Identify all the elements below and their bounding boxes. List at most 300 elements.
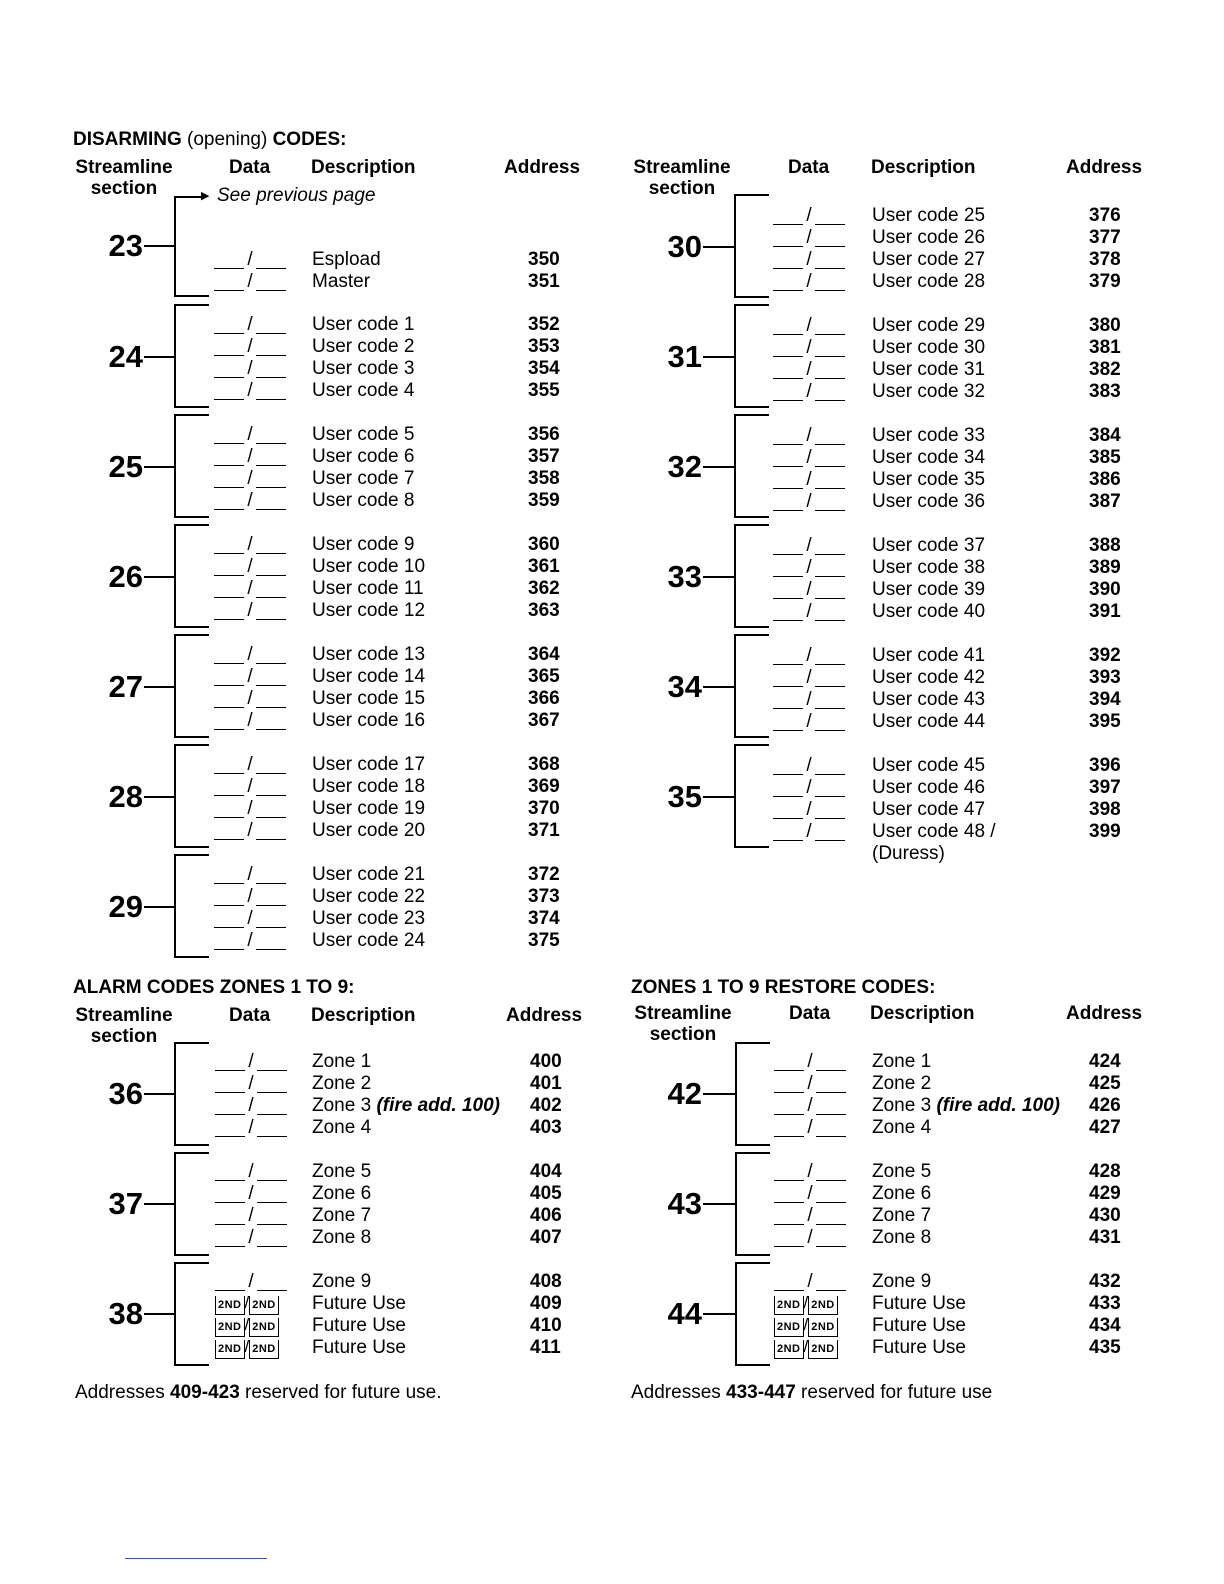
section-connector <box>144 356 174 358</box>
section-bracket-top <box>734 744 769 746</box>
data-entry-field[interactable] <box>215 1073 287 1095</box>
data-blank-right <box>256 707 286 708</box>
code-description <box>312 1073 371 1095</box>
section-connector <box>144 245 174 247</box>
code-description <box>872 1073 931 1095</box>
data-entry-field[interactable] <box>215 1183 287 1205</box>
restore-footer: Addresses 433-447 reserved for future use <box>631 1382 993 1403</box>
data-entry-field[interactable] <box>773 381 845 403</box>
data-entry-field[interactable] <box>773 447 845 469</box>
code-address: 409 <box>530 1293 562 1314</box>
code-address: 404 <box>530 1161 562 1182</box>
code-row <box>214 886 568 908</box>
data-entry-field[interactable] <box>774 1117 846 1139</box>
data-blank-right <box>256 949 286 950</box>
code-row <box>214 930 568 952</box>
data-entry-field[interactable] <box>774 1095 846 1117</box>
section-bracket <box>734 634 736 738</box>
data-blank-right <box>256 553 286 554</box>
slash-text: / <box>803 1293 809 1312</box>
second-key-icon: 2ND <box>215 1340 245 1359</box>
slash-text: / <box>247 446 253 467</box>
data-entry-field[interactable] <box>214 534 286 556</box>
section-number: 30 <box>667 229 702 264</box>
data-entry-field[interactable] <box>773 821 845 843</box>
code-address: 385 <box>1089 447 1121 468</box>
slash-text: / <box>807 1161 813 1182</box>
slash-text: / <box>248 1183 254 1204</box>
data-blank-left <box>774 1202 804 1203</box>
data-blank-left <box>214 377 244 378</box>
code-description <box>872 1183 931 1205</box>
code-row <box>774 1293 1129 1315</box>
data-blank-right <box>815 224 845 225</box>
data-blank-right <box>256 399 286 400</box>
data-entry-field[interactable] <box>773 249 845 271</box>
section-bracket <box>174 1042 176 1146</box>
code-row <box>215 1161 570 1183</box>
code-description-text: User code 16 <box>312 710 426 731</box>
section-connector <box>703 356 734 358</box>
data-blank-right <box>256 883 286 884</box>
code-row <box>774 1271 1129 1293</box>
code-description <box>312 1271 371 1293</box>
section-connector <box>144 906 174 908</box>
code-description <box>312 688 425 710</box>
data-entry-field[interactable] <box>774 1051 846 1073</box>
data-entry-field[interactable] <box>773 579 845 601</box>
data-entry-field[interactable] <box>773 359 845 381</box>
data-blank-right <box>815 554 845 555</box>
data-blank-right <box>815 840 845 841</box>
restore-col-data: Data <box>789 1003 831 1024</box>
data-field-keys[interactable] <box>774 1294 838 1315</box>
code-description <box>872 755 985 777</box>
data-entry-field[interactable] <box>773 645 845 667</box>
section-connector <box>703 796 734 798</box>
code-description-text: User code 32 <box>872 381 986 402</box>
code-description-text: User code 38 <box>872 557 986 578</box>
code-address: 362 <box>528 578 560 599</box>
section-bracket-bottom <box>174 956 209 958</box>
code-address: 388 <box>1089 535 1121 556</box>
data-entry-field[interactable] <box>214 490 286 512</box>
code-address: 405 <box>530 1183 562 1204</box>
section-bracket <box>174 304 176 408</box>
data-entry-field[interactable] <box>773 491 845 513</box>
data-blank-right <box>816 1202 846 1203</box>
data-entry-field[interactable] <box>214 908 286 930</box>
data-blank-left <box>214 487 244 488</box>
disarm-left-col-address: Address <box>504 157 581 178</box>
data-blank-right <box>257 1092 287 1093</box>
code-description-text: Zone 4 <box>312 1117 372 1138</box>
section-bracket-bottom <box>735 1254 770 1256</box>
data-blank-right <box>256 509 286 510</box>
restore-col-address: Address <box>1066 1003 1143 1024</box>
code-description-text: User code 46 <box>872 777 986 798</box>
code-row <box>773 711 1129 733</box>
code-description <box>312 424 414 446</box>
data-entry-field[interactable] <box>214 886 286 908</box>
section-bracket-top <box>734 634 769 636</box>
code-row <box>773 447 1129 469</box>
data-blank-left <box>773 774 803 775</box>
code-description <box>312 336 414 358</box>
code-description-text: Zone 4 <box>872 1117 932 1138</box>
slash-text: / <box>247 600 253 621</box>
data-blank-right <box>256 729 286 730</box>
data-entry-field[interactable] <box>774 1073 846 1095</box>
code-description <box>312 798 425 820</box>
code-address: 391 <box>1089 601 1121 622</box>
second-key-icon: 2ND <box>215 1296 245 1315</box>
second-key-icon: 2ND <box>774 1296 804 1315</box>
section-bracket <box>735 1042 737 1146</box>
slash-text: / <box>806 711 812 732</box>
code-row <box>774 1051 1129 1073</box>
data-entry-field[interactable] <box>773 271 845 293</box>
data-blank-left <box>774 1092 804 1093</box>
slash-text: / <box>806 227 812 248</box>
data-blank-left <box>774 1290 804 1291</box>
section-bracket <box>734 744 736 848</box>
code-description <box>872 689 985 711</box>
code-address: 400 <box>530 1051 562 1072</box>
data-blank-left <box>773 268 803 269</box>
data-entry-field[interactable] <box>214 249 286 271</box>
data-entry-field[interactable] <box>774 1183 846 1205</box>
data-entry-field[interactable] <box>214 271 286 293</box>
section-bracket-top <box>174 744 209 746</box>
section-bracket-bottom <box>174 516 209 518</box>
data-entry-field[interactable] <box>773 227 845 249</box>
slash-text: / <box>247 271 253 292</box>
slash-text: / <box>247 754 253 775</box>
slash-text: / <box>247 776 253 797</box>
slash-text: / <box>806 491 812 512</box>
code-description-text: Zone 9 <box>312 1271 372 1292</box>
section-bracket-bottom <box>174 406 209 408</box>
data-entry-field[interactable] <box>773 755 845 777</box>
data-blank-left <box>774 1224 804 1225</box>
code-row <box>774 1117 1129 1139</box>
data-entry-field[interactable] <box>214 930 286 952</box>
code-row <box>773 425 1129 447</box>
data-blank-right <box>256 377 286 378</box>
section-bracket-top <box>734 414 769 416</box>
data-entry-field[interactable] <box>215 1095 287 1117</box>
code-address: 435 <box>1089 1337 1121 1358</box>
code-row <box>773 667 1129 689</box>
data-entry-field[interactable] <box>773 535 845 557</box>
data-entry-field[interactable] <box>214 468 286 490</box>
code-row <box>773 271 1129 293</box>
section-number: 26 <box>108 559 143 594</box>
data-blank-left <box>214 333 244 334</box>
code-row <box>215 1051 570 1073</box>
code-description-text: Future Use <box>872 1315 966 1336</box>
data-entry-field[interactable] <box>215 1205 287 1227</box>
data-blank-left <box>773 576 803 577</box>
code-description <box>872 711 985 733</box>
code-description <box>312 644 425 666</box>
code-address: 428 <box>1089 1161 1121 1182</box>
code-description-text: Future Use <box>872 1293 966 1314</box>
data-blank-left <box>773 224 803 225</box>
second-key-icon: 2ND <box>249 1340 279 1359</box>
section-bracket-top <box>174 524 209 526</box>
code-row <box>214 358 568 380</box>
data-entry-field[interactable] <box>215 1051 287 1073</box>
data-entry-field[interactable] <box>773 425 845 447</box>
data-entry-field[interactable] <box>214 776 286 798</box>
code-description <box>312 380 414 402</box>
section-connector <box>703 1203 735 1205</box>
section-number: 38 <box>108 1296 143 1331</box>
slash-text: / <box>807 1227 813 1248</box>
data-entry-field[interactable] <box>215 1227 287 1249</box>
section-number: 24 <box>108 339 143 374</box>
slash-text: / <box>244 1337 250 1356</box>
data-entry-field[interactable] <box>214 446 286 468</box>
data-blank-left <box>214 290 244 291</box>
data-blank-left <box>214 663 244 664</box>
code-description-text: User code 30 <box>872 337 986 358</box>
data-entry-field[interactable] <box>215 1271 287 1293</box>
code-row <box>215 1117 570 1139</box>
data-entry-field[interactable] <box>774 1161 846 1183</box>
data-entry-field[interactable] <box>214 600 286 622</box>
code-row <box>773 645 1129 667</box>
data-blank-left <box>773 686 803 687</box>
code-address: 382 <box>1089 359 1121 380</box>
section-bracket-bottom <box>174 295 209 297</box>
code-description-text: Future Use <box>312 1337 406 1358</box>
code-description-text: User code 37 <box>872 535 986 556</box>
code-address: 425 <box>1089 1073 1121 1094</box>
code-row <box>773 227 1129 249</box>
disarm-left-col-data: Data <box>229 157 271 178</box>
code-description <box>872 337 985 359</box>
data-entry-field[interactable] <box>214 688 286 710</box>
code-address: 358 <box>528 468 560 489</box>
code-description-text: User code 39 <box>872 579 986 600</box>
section-connector <box>703 1313 735 1315</box>
code-description <box>872 557 985 579</box>
data-entry-field[interactable] <box>214 710 286 732</box>
data-field-keys[interactable] <box>774 1338 838 1359</box>
code-description-text: User code 7 <box>312 468 415 489</box>
code-description-text: User code 22 <box>312 886 426 907</box>
alarm-footer: Addresses 409-423 reserved for future use. <box>75 1382 442 1403</box>
code-address: 372 <box>528 864 560 885</box>
data-entry-field[interactable] <box>214 798 286 820</box>
data-blank-right <box>256 333 286 334</box>
code-row <box>214 908 568 930</box>
data-blank-right <box>815 290 845 291</box>
data-entry-field[interactable] <box>773 469 845 491</box>
code-description-text: Zone 6 <box>872 1183 932 1204</box>
data-field-keys[interactable] <box>215 1316 279 1337</box>
code-description <box>872 1315 966 1337</box>
data-entry-field[interactable] <box>214 556 286 578</box>
second-key-icon: 2ND <box>774 1318 804 1337</box>
code-address: 429 <box>1089 1183 1121 1204</box>
data-entry-field[interactable] <box>773 667 845 689</box>
code-description-text: Zone 5 <box>312 1161 372 1182</box>
data-entry-field[interactable] <box>214 754 286 776</box>
slash-text: / <box>247 886 253 907</box>
code-address: 361 <box>528 556 560 577</box>
disarm-right-col-data: Data <box>788 157 830 178</box>
data-entry-field[interactable] <box>214 314 286 336</box>
data-blank-left <box>214 927 244 928</box>
data-entry-field[interactable] <box>773 711 845 733</box>
code-address: 357 <box>528 446 560 467</box>
data-entry-field[interactable] <box>214 666 286 688</box>
data-blank-right <box>256 487 286 488</box>
code-description <box>872 205 985 227</box>
code-address: 360 <box>528 534 560 555</box>
data-blank-left <box>773 510 803 511</box>
data-entry-field[interactable] <box>214 336 286 358</box>
disarm-left-col-description: Description <box>311 157 416 178</box>
code-row <box>214 798 568 820</box>
section-bracket-bottom <box>734 736 769 738</box>
code-description-text: User code 42 <box>872 667 986 688</box>
data-entry-field[interactable] <box>774 1205 846 1227</box>
data-entry-field[interactable] <box>214 644 286 666</box>
code-description-text: Zone 6 <box>312 1183 372 1204</box>
code-row <box>773 337 1129 359</box>
data-entry-field[interactable] <box>773 557 845 579</box>
section-bracket-bottom <box>734 516 769 518</box>
data-entry-field[interactable] <box>215 1161 287 1183</box>
code-description-text: Zone 8 <box>872 1227 932 1248</box>
code-row <box>215 1337 570 1359</box>
code-description <box>872 381 985 403</box>
data-entry-field[interactable] <box>215 1117 287 1139</box>
code-description-text: User code 26 <box>872 227 986 248</box>
section-bracket-bottom <box>174 626 209 628</box>
data-field-keys[interactable] <box>774 1316 838 1337</box>
code-address: 396 <box>1089 755 1121 776</box>
data-field-keys[interactable] <box>215 1338 279 1359</box>
code-address: 397 <box>1089 777 1121 798</box>
see-previous-page: See previous page <box>217 185 376 206</box>
code-row <box>774 1337 1129 1359</box>
code-row <box>774 1095 1129 1117</box>
code-address: 411 <box>530 1337 561 1358</box>
data-entry-field[interactable] <box>773 205 845 227</box>
data-blank-right <box>816 1070 846 1071</box>
data-entry-field[interactable] <box>773 689 845 711</box>
data-entry-field[interactable] <box>214 358 286 380</box>
data-entry-field[interactable] <box>214 380 286 402</box>
restore-col-streamline: Streamline section <box>634 1003 732 1045</box>
slash-text: / <box>247 644 253 665</box>
section-connector <box>144 1093 174 1095</box>
code-row <box>773 755 1129 777</box>
data-blank-right <box>257 1224 287 1225</box>
data-entry-field[interactable] <box>773 315 845 337</box>
data-blank-right <box>256 839 286 840</box>
slash-text: / <box>806 557 812 578</box>
data-blank-right <box>815 510 845 511</box>
code-description-text: User code 3 <box>312 358 415 379</box>
code-row <box>215 1073 570 1095</box>
section-number: 44 <box>667 1296 702 1331</box>
data-blank-left <box>215 1180 245 1181</box>
slash-text: / <box>248 1117 254 1138</box>
code-address: 381 <box>1089 337 1121 358</box>
code-description <box>312 886 425 908</box>
data-entry-field[interactable] <box>773 601 845 623</box>
data-field-keys[interactable] <box>215 1294 279 1315</box>
data-entry-field[interactable] <box>774 1271 846 1293</box>
section-bracket <box>734 414 736 518</box>
code-address: 373 <box>528 886 560 907</box>
data-blank-right <box>257 1246 287 1247</box>
code-description-text: User code 47 <box>872 799 986 820</box>
slash-text: / <box>244 1315 250 1334</box>
data-blank-right <box>815 488 845 489</box>
code-description <box>872 821 996 843</box>
code-row <box>774 1227 1129 1249</box>
code-description <box>312 578 424 600</box>
data-blank-left <box>774 1070 804 1071</box>
code-description <box>872 1051 931 1073</box>
code-description <box>872 271 985 293</box>
disarm-left-col-streamline: Streamline section <box>75 157 173 199</box>
data-entry-field[interactable] <box>773 337 845 359</box>
section-bracket <box>734 524 736 628</box>
data-blank-right <box>256 817 286 818</box>
data-blank-left <box>214 817 244 818</box>
data-entry-field[interactable] <box>214 578 286 600</box>
section-number: 25 <box>108 449 143 484</box>
code-row <box>215 1271 570 1293</box>
data-entry-field[interactable] <box>774 1227 846 1249</box>
data-entry-field[interactable] <box>773 799 845 821</box>
data-entry-field[interactable] <box>214 864 286 886</box>
slash-text: / <box>806 579 812 600</box>
slash-text: / <box>806 667 812 688</box>
code-address: 378 <box>1089 249 1121 270</box>
code-row <box>215 1205 570 1227</box>
second-key-icon: 2ND <box>249 1296 279 1315</box>
code-address: 427 <box>1089 1117 1121 1138</box>
data-entry-field[interactable] <box>214 424 286 446</box>
code-row <box>773 491 1129 513</box>
slash-text: / <box>806 425 812 446</box>
data-blank-right <box>256 355 286 356</box>
section-bracket-top <box>174 1042 209 1044</box>
data-entry-field[interactable] <box>214 820 286 842</box>
slash-text: / <box>803 1315 809 1334</box>
slash-text: / <box>806 469 812 490</box>
section-number: 23 <box>108 228 143 263</box>
data-entry-field[interactable] <box>773 777 845 799</box>
code-description-text: User code 33 <box>872 425 986 446</box>
data-blank-left <box>214 399 244 400</box>
slash-text: / <box>247 336 253 357</box>
code-description <box>872 799 985 821</box>
data-blank-right <box>256 597 286 598</box>
slash-text: / <box>248 1205 254 1226</box>
slash-text: / <box>248 1271 254 1292</box>
